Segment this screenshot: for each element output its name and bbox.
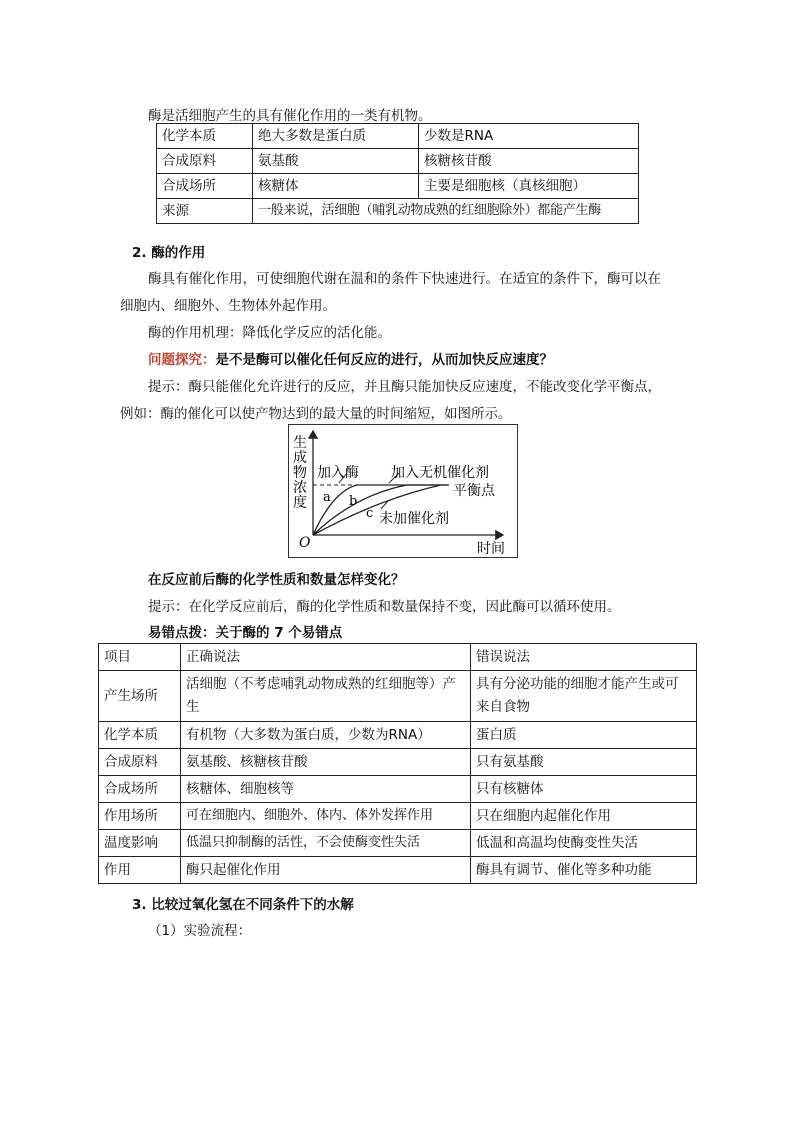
table-cell: 蛋白质	[471, 722, 697, 749]
label-enzyme: 加入酶	[317, 465, 359, 481]
reaction-curve-figure	[288, 424, 518, 558]
table-cell: 低温只抑制酶的活性，不会使酶变性失活	[181, 830, 471, 857]
table-cell: 核糖体	[253, 174, 419, 199]
table-row	[99, 749, 697, 776]
table-row	[99, 722, 697, 749]
section-heading: 3. 比较过氧化氢在不同条件下的水解	[132, 897, 354, 913]
curve-label-b: b	[349, 494, 358, 509]
x-axis-label: 时间	[477, 541, 505, 557]
subheading: （1）实验流程：	[148, 923, 252, 939]
curve-inorganic	[313, 485, 449, 535]
table-header-cell: 错误说法	[471, 644, 697, 671]
curve-label-a: a	[323, 490, 331, 505]
table-cell: 产生场所	[99, 671, 181, 722]
table-cell: 温度影响	[99, 830, 181, 857]
hint-line: 提示：酶只能催化允许进行的反应，并且酶只能加快反应速度，不能改变化学平衡点，	[148, 379, 661, 395]
table-row	[157, 199, 639, 224]
table-header-cell: 正确说法	[181, 644, 471, 671]
table-cell: 化学本质	[157, 124, 253, 149]
paragraph-line: 细胞内、细胞外、生物体外起作用。	[120, 298, 336, 314]
table-cell: 一般来说，活细胞（哺乳动物成熟的红细胞除外）都能产生酶	[253, 199, 639, 224]
reaction-curve-svg	[289, 425, 517, 557]
table-cell: 作用场所	[99, 803, 181, 830]
label-inorganic: 加入无机催化剂	[391, 465, 489, 481]
table-cell: 合成场所	[157, 174, 253, 199]
intro-text: 酶是活细胞产生的具有催化作用的一类有机物。	[148, 108, 432, 124]
mistakes-table	[98, 643, 697, 884]
table-row	[99, 671, 697, 722]
table-cell: 酶只起催化作用	[181, 857, 471, 884]
table-cell: 只在细胞内起催化作用	[471, 803, 697, 830]
table-cell: 具有分泌功能的细胞才能产生或可来自食物	[471, 671, 697, 722]
enzyme-nature-table	[156, 123, 639, 224]
table-cell: 主要是细胞核（真核细胞）	[419, 174, 639, 199]
table-cell: 低温和高温均使酶变性失活	[471, 830, 697, 857]
question-line: 在反应前后酶的化学性质和数量怎样变化？	[148, 572, 405, 588]
table-cell: 酶具有调节、催化等多种功能	[471, 857, 697, 884]
table-row	[157, 149, 639, 174]
table-row	[157, 124, 639, 149]
question-text: 是不是酶可以催化任何反应的进行，从而加快反应速度？	[215, 352, 553, 368]
hint-line: 提示：在化学反应前后，酶的化学性质和数量保持不变，因此酶可以循环使用。	[148, 599, 621, 615]
hint-line: 例如：酶的催化可以使产物达到的最大量的时间缩短，如图所示。	[120, 406, 512, 422]
table-header-cell: 项目	[99, 644, 181, 671]
table-cell: 活细胞（不考虑哺乳动物成熟的红细胞等）产生	[181, 671, 471, 722]
label-none: 未加催化剂	[379, 511, 449, 527]
table-cell: 绝大多数是蛋白质	[253, 124, 419, 149]
table-cell: 合成场所	[99, 776, 181, 803]
table-cell: 氨基酸、核糖核苷酸	[181, 749, 471, 776]
y-axis-label: 生成物浓度	[293, 435, 307, 511]
origin-label: O	[299, 535, 311, 551]
curve-label-c: c	[366, 506, 374, 521]
paragraph-line: 酶的作用机理：降低化学反应的活化能。	[148, 325, 391, 341]
table-row	[99, 776, 697, 803]
table-row	[99, 857, 697, 884]
table-cell: 核糖体、细胞核等	[181, 776, 471, 803]
label-equilibrium: 平衡点	[453, 483, 495, 499]
table-cell: 来源	[157, 199, 253, 224]
paragraph-line: 酶具有催化作用，可使细胞代谢在温和的条件下快速进行。在适宜的条件下，酶可以在	[148, 271, 661, 287]
table-row	[99, 803, 697, 830]
curve-none	[313, 485, 441, 535]
table-row	[157, 174, 639, 199]
table-cell: 少数是RNA	[419, 124, 639, 149]
table-cell: 合成原料	[99, 749, 181, 776]
question-line	[148, 348, 553, 368]
table-row	[99, 830, 697, 857]
question-label: 问题探究：	[148, 352, 216, 368]
table-cell: 可在细胞内、细胞外、体内、体外发挥作用	[181, 803, 471, 830]
table-cell: 氨基酸	[253, 149, 419, 174]
section-heading: 2. 酶的作用	[132, 245, 206, 261]
table-cell: 合成原料	[157, 149, 253, 174]
table-cell: 只有核糖体	[471, 776, 697, 803]
table-cell: 有机物（大多数为蛋白质，少数为RNA）	[181, 722, 471, 749]
table-cell: 作用	[99, 857, 181, 884]
table-cell: 化学本质	[99, 722, 181, 749]
mistakes-heading: 易错点拨：关于酶的 7 个易错点	[148, 625, 343, 641]
table-cell: 核糖核苷酸	[419, 149, 639, 174]
table-cell: 只有氨基酸	[471, 749, 697, 776]
table-header-row	[99, 644, 697, 671]
